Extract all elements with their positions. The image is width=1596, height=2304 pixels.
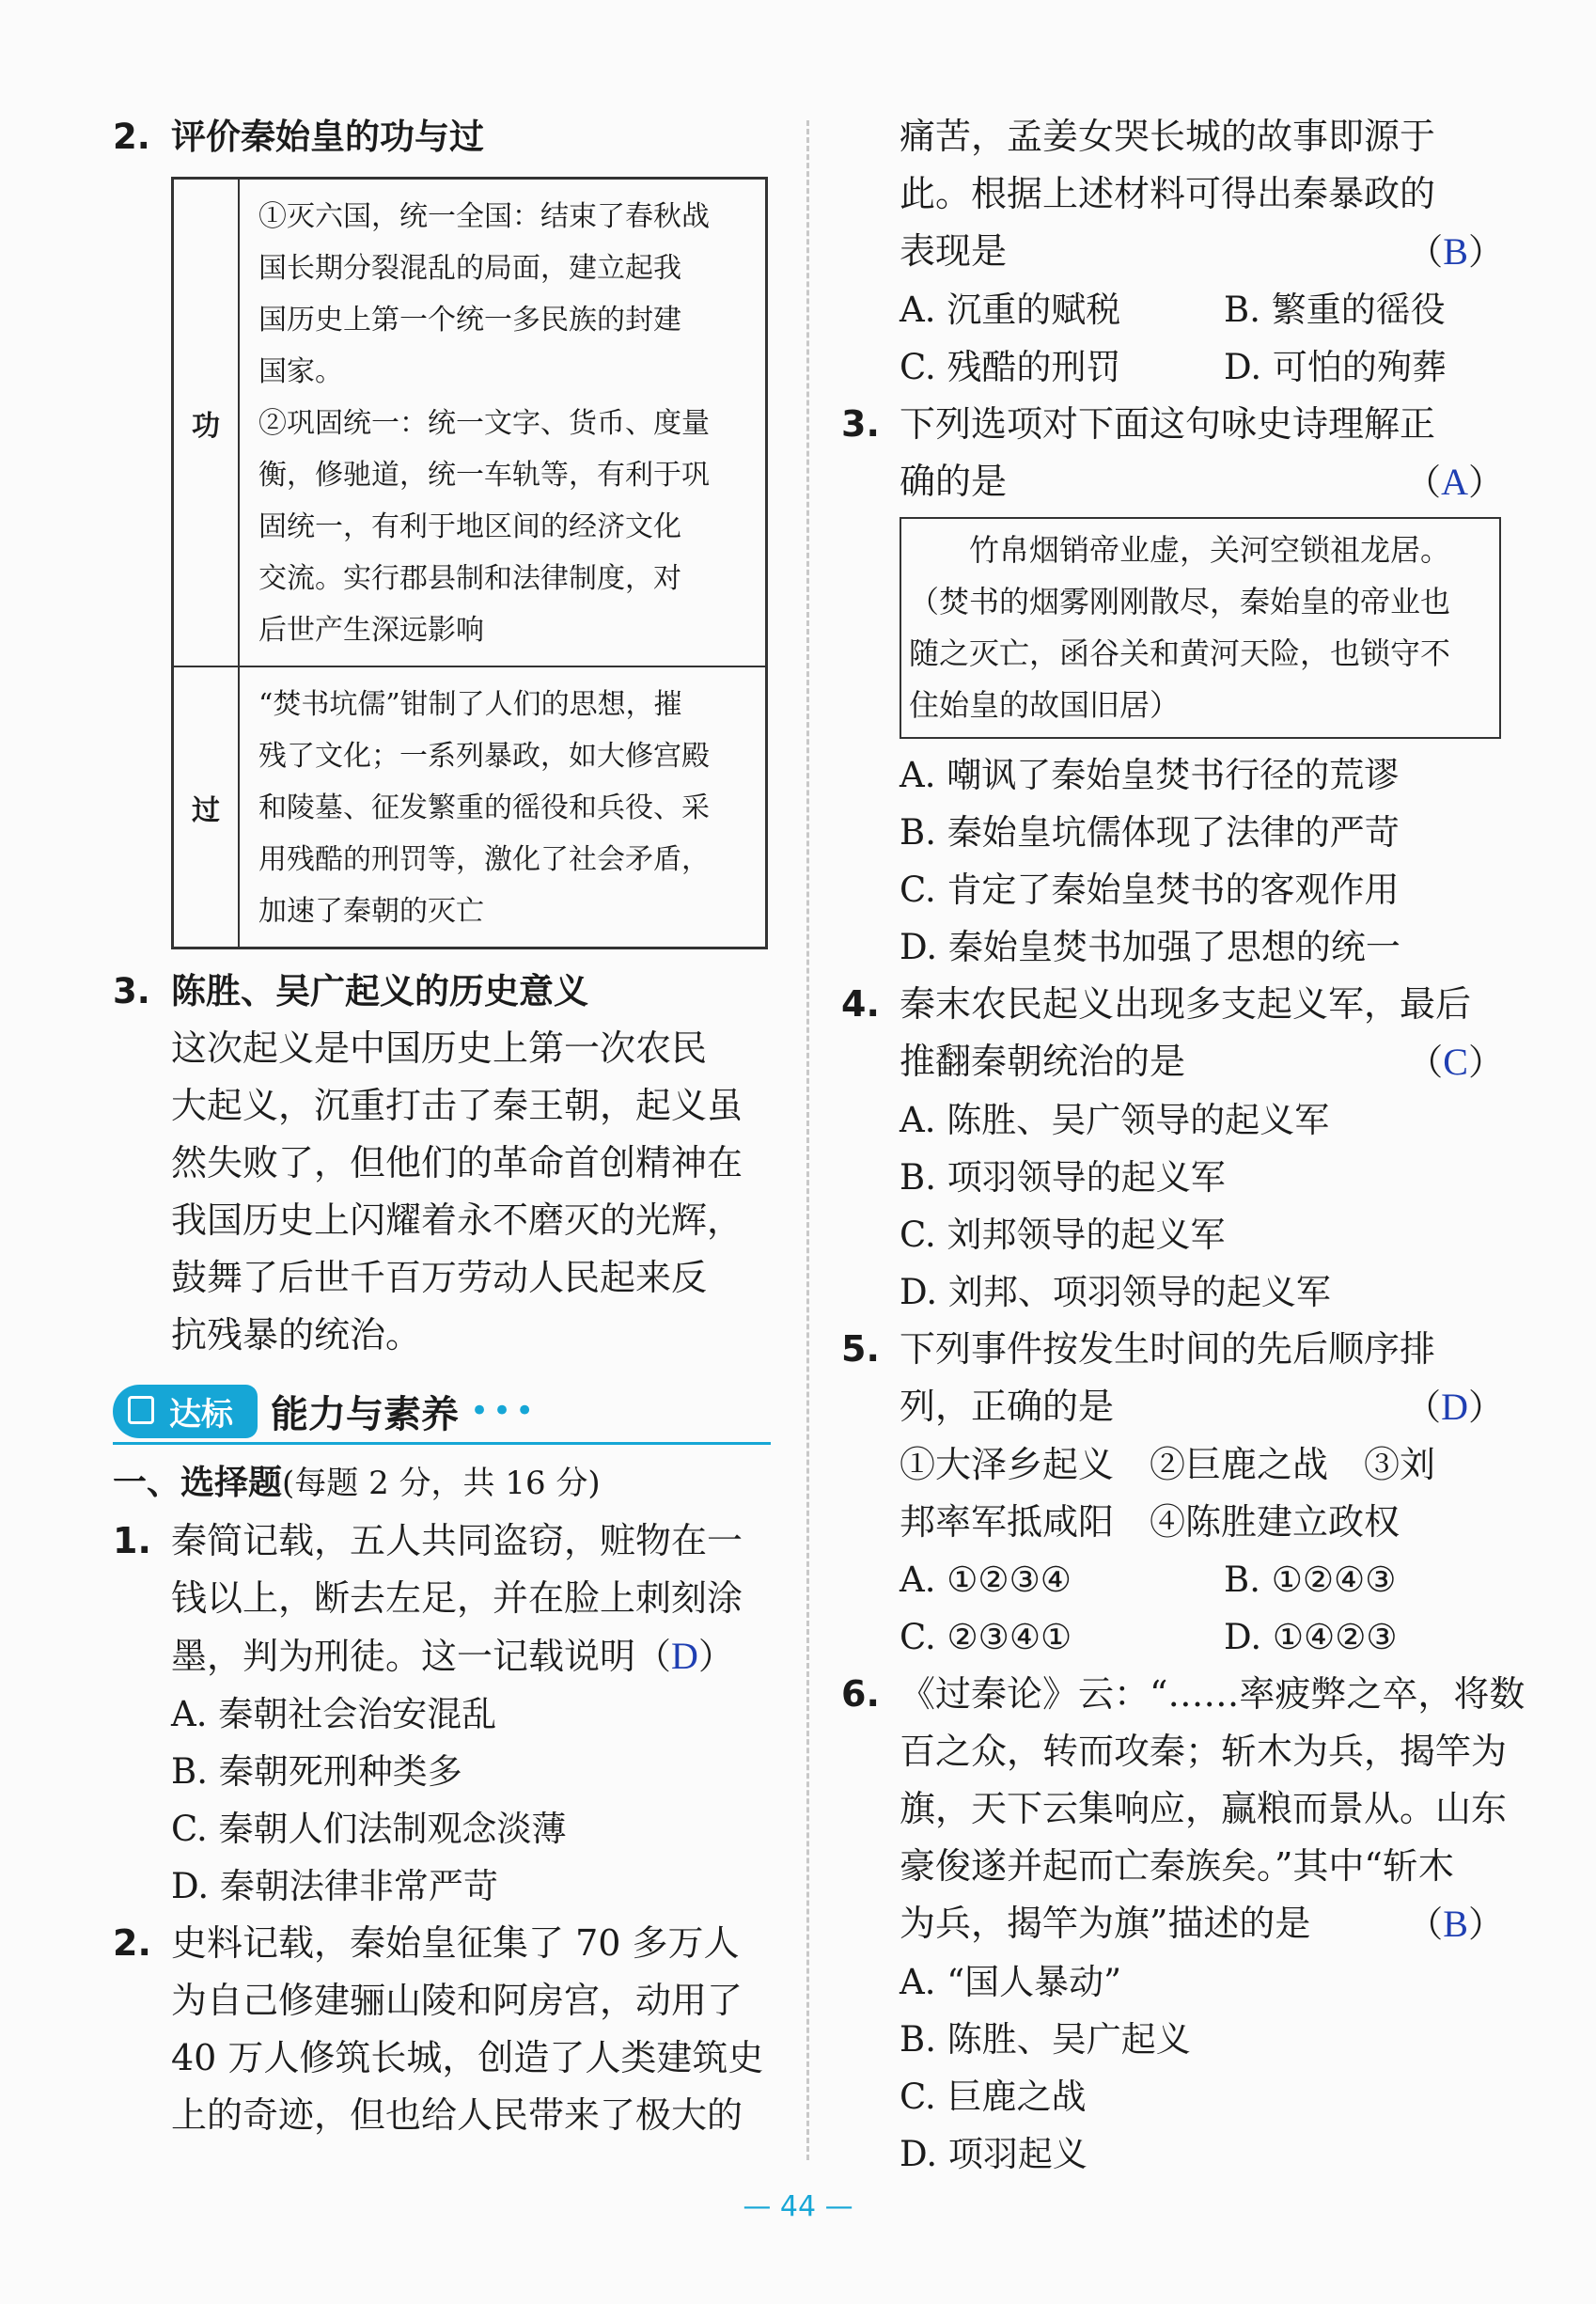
answer-parens [1391,453,1504,511]
answer-mark: A [1441,461,1468,503]
paren-open: （ [1405,1387,1442,1428]
banner-dots: ••• [470,1392,539,1430]
book-icon [128,1396,154,1424]
q2-title: 评价秦始皇的功与过 [171,117,484,157]
merit-fault-table [171,177,768,949]
question-last-line [841,1033,1504,1091]
option-b: B. 陈胜、吴广起义 [900,2019,1191,2060]
text-line: 鼓舞了后世千百万劳动人民起来反 [171,1257,708,1298]
question-last-line [841,1895,1504,1953]
question-text: 痛苦，孟姜女哭长城的故事即源于 [900,116,1436,157]
question-text: 推翻秦朝统治的是 [900,1041,1186,1082]
answer-mark: D [1441,1386,1468,1428]
option-c: C. 秦朝人们法制观念淡薄 [171,1809,567,1849]
question-number: 2. [113,1922,151,1964]
answer-mark: B [1443,1903,1468,1945]
answer-mark: D [671,1635,698,1677]
merit-line: 衡，修驰道，统一车轨等，有利于巩 [258,459,710,492]
text-line: 抗残暴的统治。 [171,1314,422,1356]
question-text: 墨，判为刑徒。这一记载说明（ [171,1636,672,1677]
paren-open: （ [1407,231,1444,273]
merit-label: 功 [173,179,240,667]
question-number: 1. [113,1520,151,1561]
q3-title: 陈胜、吴广起义的历史意义 [171,971,588,1011]
option-c: C. 残酷的刑罚 [900,347,1121,387]
text-line: 这次起义是中国历史上第一次农民 [171,1027,708,1069]
question-text: 表现是 [900,230,1008,272]
option-d: D. ①④②③ [1224,1617,1398,1657]
question-text: 下列事件按发生时间的先后顺序排 [900,1328,1436,1370]
text-line: 我国历史上闪耀着永不磨灭的光辉， [171,1199,743,1241]
mc-question-6 [841,1666,1526,2183]
option-b: B. 繁重的徭役 [1224,290,1446,330]
mc-question-1 [113,1512,771,1915]
event-list: ①大泽乡起义 ②巨鹿之战 ③刘 [900,1444,1436,1485]
section-subtitle: (每题 2 分，共 16 分) [282,1465,601,1502]
option-a: A. 沉重的赋税 [900,290,1121,330]
paren-close: ） [697,1636,734,1677]
paren-close: ） [1467,1042,1504,1083]
mc-question-4 [841,976,1504,1321]
fault-line: 和陵墓、征发繁重的徭役和兵役、采 [258,792,710,824]
option-b: B. 秦朝死刑种类多 [171,1751,462,1792]
fault-line: 加速了秦朝的灭亡 [258,895,484,928]
paren-close: ） [1467,1904,1504,1945]
question-last-line [841,1378,1504,1436]
fault-line: “焚书坑儒”钳制了人们的思想，摧 [258,688,682,721]
merit-line: 固统一，有利于地区间的经济文化 [258,510,681,543]
question-text: 史料记载，秦始皇征集了 70 多万人 [171,1922,740,1964]
merit-line: ①灭六国，统一全国：结束了春秋战 [258,200,710,233]
option-b: B. 秦始皇坑儒体现了法律的严苛 [900,812,1400,853]
option-a: A. 陈胜、吴广领导的起义军 [900,1100,1330,1140]
question-text: 为自己修建骊山陵和阿房宫，动用了 [171,1980,743,2021]
mc-question-2-continued [841,108,1504,396]
fault-text [239,666,767,948]
question-text: 《过秦论》云：“……率疲弊之卒，将数 [900,1673,1526,1715]
question-text: 上的奇迹，但也给人民带来了极大的 [171,2094,743,2136]
question-text: 豪俊遂并起而亡秦族矣。”其中“斩木 [900,1845,1454,1887]
option-a: A. 嘲讽了秦始皇焚书行径的荒谬 [900,755,1400,795]
option-d: D. 可怕的殉葬 [1224,347,1447,387]
question-text: 此。根据上述材料可得出秦暴政的 [900,173,1436,214]
merit-text [239,179,767,667]
question-number: 6. [841,1673,880,1715]
paren-open: （ [1407,1042,1444,1083]
question-last-line [841,453,1504,511]
section-title: 一、选择题 [113,1464,283,1502]
mc-question-2 [113,1915,771,2144]
question-text: 秦简记载，五人共同盗窃，赃物在一 [171,1520,743,1561]
question-text: 列，正确的是 [900,1386,1115,1427]
page-number: — 44 — [743,2190,853,2223]
section-banner [113,1381,771,1441]
options-grid [841,1551,1504,1666]
option-a: A. ①②③④ [900,1560,1072,1600]
question-number: 3. [841,403,880,445]
paren-close: ） [1467,231,1504,273]
option-c: C. ②③④① [900,1617,1072,1657]
q3-body [113,1020,771,1364]
option-d: D. 项羽起义 [900,2134,1087,2174]
quote-line: 随之灭亡，函谷关和黄河天险，也锁守不 [909,635,1451,671]
fault-line: 用残酷的刑罚等，激化了社会矛盾， [258,843,710,876]
paren-open: （ [1405,462,1442,503]
banner-tag [113,1385,258,1438]
option-b: B. 项羽领导的起义军 [900,1157,1226,1198]
text-line: 大起义，沉重打击了秦王朝，起义虽 [171,1085,743,1126]
option-d: D. 刘邦、项羽领导的起义军 [900,1272,1331,1312]
event-list: 邦率军抵咸阳 ④陈胜建立政权 [900,1501,1400,1543]
poem-quote-box [900,517,1501,739]
merit-line: 国历史上第一个统一多民族的封建 [258,304,681,337]
question-last-line [113,1627,771,1685]
question-text: 百之众，转而攻秦；斩木为兵，揭竿为 [900,1731,1508,1772]
option-d: D. 秦始皇焚书加强了思想的统一 [900,927,1400,967]
answer-parens [1391,1378,1504,1436]
question-text: 为兵，揭竿为旗”描述的是 [900,1903,1311,1944]
quote-line: 竹帛烟销帝业虚，关河空锁祖龙居。 [909,532,1451,568]
question-number: 4. [841,983,880,1025]
merit-line: 交流。实行郡县制和法律制度，对 [258,562,681,595]
fault-label: 过 [173,666,240,948]
merit-line: 国家。 [258,355,343,388]
left-column [113,108,771,2144]
option-c: C. 肯定了秦始皇焚书的客观作用 [900,870,1400,910]
question-last-line [841,223,1504,281]
question-text: 下列选项对下面这句咏史诗理解正 [900,403,1436,445]
banner-tag-label: 达标 [169,1395,233,1434]
section-heading [113,1454,771,1512]
question-text: 旗，天下云集响应，赢粮而景从。山东 [900,1788,1508,1829]
option-a: A. “国人暴动” [900,1962,1122,2002]
fault-row [173,666,767,948]
q2-number: 2. [113,117,150,157]
paren-close: ） [1467,462,1504,503]
answer-mark: B [1443,230,1468,273]
merit-line: ②巩固统一：统一文字、货币、度量 [258,407,710,440]
option-d: D. 秦朝法律非常严苛 [171,1866,498,1906]
q2-heading [113,108,771,165]
banner-underline [113,1442,771,1445]
right-column [841,108,1526,2183]
merit-line: 后世产生深远影响 [258,614,484,647]
answer-parens [1391,1895,1504,1953]
option-c: C. 刘邦领导的起义军 [900,1215,1226,1255]
options-grid [841,281,1504,396]
answer-parens [1391,1033,1504,1091]
quote-line: （焚书的烟雾刚刚散尽，秦始皇的帝业也 [909,584,1451,619]
question-text: 钱以上，断去左足，并在脸上刺刻涂 [171,1577,743,1619]
question-text: 40 万人修筑长城，创造了人类建筑史 [171,2037,764,2078]
q3-heading [113,963,771,1020]
answer-mark: C [1443,1041,1468,1083]
quote-line: 住始皇的故国旧居） [909,687,1181,723]
question-text: 秦末农民起义出现多支起义军，最后 [900,983,1472,1025]
option-b: B. ①②④③ [1224,1560,1397,1600]
answer-parens [1391,223,1504,281]
option-c: C. 巨鹿之战 [900,2077,1087,2117]
paren-close: ） [1467,1387,1504,1428]
fault-line: 残了文化；一系列暴政，如大修宫殿 [258,740,710,773]
option-a: A. 秦朝社会治安混乱 [171,1694,497,1734]
text-line: 然失败了，但他们的革命首创精神在 [171,1142,743,1183]
mc-question-3 [841,396,1504,976]
paren-open: （ [1407,1904,1444,1945]
mc-question-5 [841,1321,1504,1666]
q3-number: 3. [113,971,150,1011]
banner-title: 能力与素养 [271,1392,459,1436]
column-divider [806,120,809,2160]
merit-line: 国长期分裂混乱的局面，建立起我 [258,252,681,285]
merit-row [173,179,767,667]
question-number: 5. [841,1328,880,1370]
question-text: 确的是 [900,461,1008,502]
